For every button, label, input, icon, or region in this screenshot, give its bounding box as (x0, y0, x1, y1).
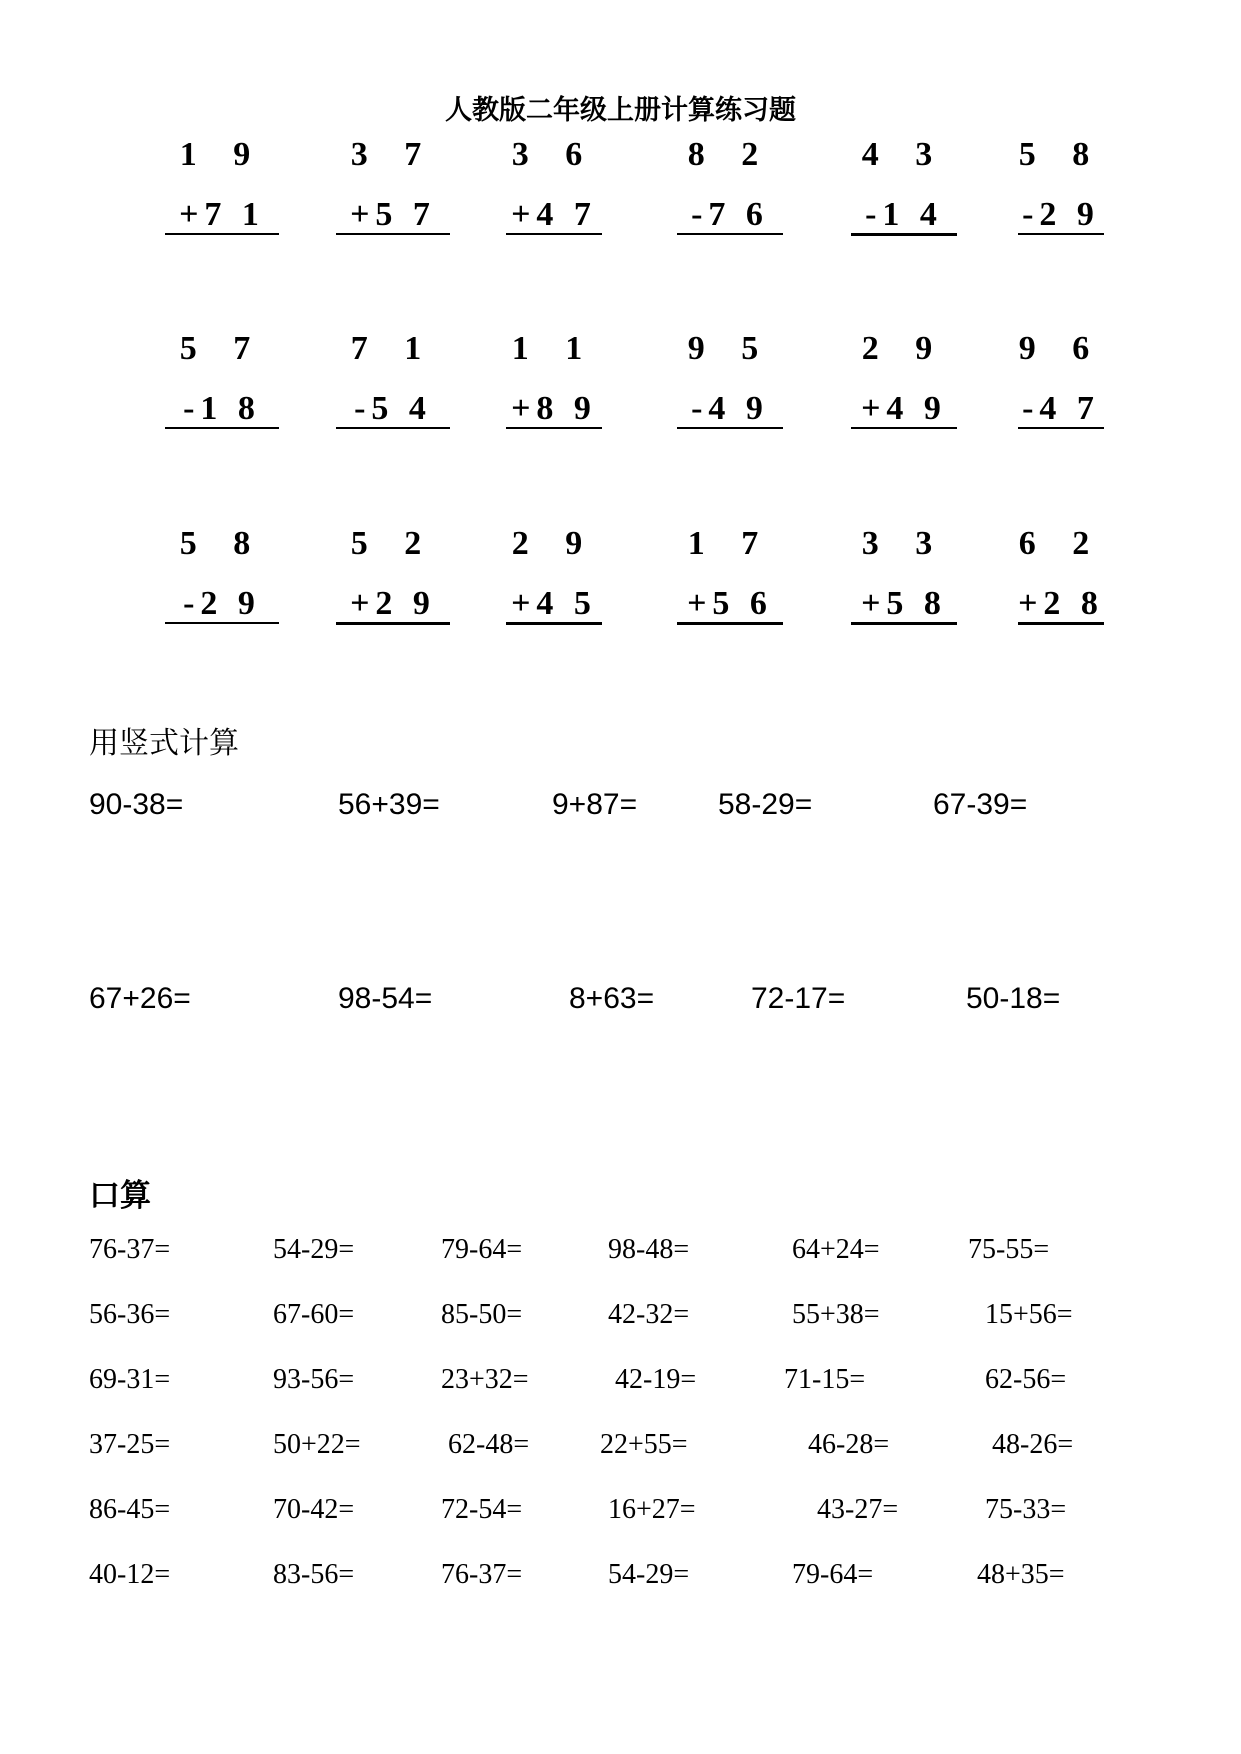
vertical-problem-top: 3 7 (350, 136, 436, 173)
vertical-problem-top: 1 9 (179, 136, 265, 173)
vertical-problem-top: 4 3 (861, 136, 947, 173)
vertical-problem (165, 329, 279, 429)
vertical-problem-top: 1 1 (511, 330, 597, 367)
vertical-problem-bottom: -2 9 (165, 586, 279, 624)
vertical-problem-top: 5 2 (350, 525, 436, 562)
oral-equation: 79-64= (441, 1234, 523, 1265)
vertical-problem-top: 9 6 (1018, 330, 1104, 367)
vertical-problem-bottom: +5 6 (677, 586, 783, 625)
vertical-problem-bottom: -1 8 (165, 391, 279, 429)
vertical-problem (1018, 329, 1104, 429)
vertical-calc-equation: 9+87= (552, 788, 638, 821)
vertical-problem-bottom: +5 7 (336, 197, 450, 235)
oral-equation: 62-56= (985, 1364, 1067, 1395)
vertical-calc-equation: 90-38= (89, 788, 184, 821)
vertical-problem-bottom: -5 4 (336, 391, 450, 429)
vertical-problem (1018, 524, 1104, 625)
vertical-problem-bottom: +7 1 (165, 197, 279, 235)
oral-equation: 54-29= (608, 1559, 690, 1590)
vertical-calc-equation: 67+26= (89, 982, 191, 1015)
vertical-problem-bottom: -2 9 (1018, 197, 1104, 235)
vertical-problem-bottom: -4 7 (1018, 391, 1104, 429)
vertical-problem-bottom: -4 9 (677, 391, 783, 429)
vertical-problem-bottom: +8 9 (506, 391, 602, 429)
oral-equation: 55+38= (792, 1299, 880, 1330)
vertical-problem (506, 524, 602, 625)
vertical-problem-bottom: +4 5 (506, 586, 602, 625)
vertical-calc-equation: 50-18= (966, 982, 1061, 1015)
section-title-oral: 口算 (89, 1178, 151, 1214)
vertical-problem-top: 1 7 (687, 525, 773, 562)
vertical-problem (851, 329, 957, 429)
oral-equation: 79-64= (792, 1559, 874, 1590)
oral-equation: 15+56= (985, 1299, 1073, 1330)
vertical-problem (677, 329, 783, 429)
oral-equation: 93-56= (273, 1364, 355, 1395)
vertical-problem (165, 135, 279, 235)
vertical-problem (336, 329, 450, 429)
vertical-problem (506, 329, 602, 429)
vertical-problem-top: 5 7 (179, 330, 265, 367)
vertical-problem-top: 3 3 (861, 525, 947, 562)
oral-equation: 40-12= (89, 1559, 171, 1590)
vertical-calc-equation: 98-54= (338, 982, 433, 1015)
oral-equation: 16+27= (608, 1494, 696, 1525)
oral-equation: 72-54= (441, 1494, 523, 1525)
oral-equation: 46-28= (808, 1429, 890, 1460)
oral-equation: 64+24= (792, 1234, 880, 1265)
vertical-problem-top: 5 8 (1018, 136, 1104, 173)
oral-equation: 76-37= (441, 1559, 523, 1590)
vertical-problem (851, 135, 957, 236)
vertical-problem-top: 6 2 (1018, 525, 1104, 562)
oral-equation: 71-15= (784, 1364, 866, 1395)
vertical-calc-equation: 58-29= (718, 788, 813, 821)
oral-equation: 42-19= (615, 1364, 697, 1395)
vertical-problem-bottom: +5 8 (851, 586, 957, 625)
vertical-problem-top: 8 2 (687, 136, 773, 173)
vertical-problem-bottom: +4 9 (851, 391, 957, 429)
oral-equation: 54-29= (273, 1234, 355, 1265)
vertical-problem (677, 524, 783, 625)
section-title-vertical: 用竖式计算 (89, 726, 239, 761)
oral-equation: 83-56= (273, 1559, 355, 1590)
page-title: 人教版二年级上册计算练习题 (445, 95, 796, 126)
oral-equation: 37-25= (89, 1429, 171, 1460)
vertical-problem-top: 7 1 (350, 330, 436, 367)
vertical-problem (851, 524, 957, 625)
oral-equation: 98-48= (608, 1234, 690, 1265)
vertical-problem-bottom: -7 6 (677, 197, 783, 235)
vertical-problem (677, 135, 783, 235)
vertical-problem (336, 524, 450, 625)
oral-equation: 23+32= (441, 1364, 529, 1395)
vertical-problem (336, 135, 450, 235)
vertical-problem (165, 524, 279, 624)
vertical-calc-equation: 8+63= (569, 982, 655, 1015)
oral-equation: 69-31= (89, 1364, 171, 1395)
oral-equation: 70-42= (273, 1494, 355, 1525)
vertical-problem (506, 135, 602, 235)
vertical-calc-equation: 72-17= (751, 982, 846, 1015)
vertical-problem-top: 2 9 (511, 525, 597, 562)
oral-equation: 50+22= (273, 1429, 361, 1460)
oral-equation: 75-55= (968, 1234, 1050, 1265)
oral-equation: 67-60= (273, 1299, 355, 1330)
vertical-problem-top: 3 6 (511, 136, 597, 173)
oral-equation: 48-26= (992, 1429, 1074, 1460)
oral-equation: 48+35= (977, 1559, 1065, 1590)
vertical-problem-top: 2 9 (861, 330, 947, 367)
vertical-problem (1018, 135, 1104, 235)
vertical-problem-top: 5 8 (179, 525, 265, 562)
oral-equation: 42-32= (608, 1299, 690, 1330)
vertical-problem-bottom: +4 7 (506, 197, 602, 235)
vertical-problem-top: 9 5 (687, 330, 773, 367)
oral-equation: 22+55= (600, 1429, 688, 1460)
oral-equation: 76-37= (89, 1234, 171, 1265)
vertical-calc-equation: 67-39= (933, 788, 1028, 821)
oral-equation: 75-33= (985, 1494, 1067, 1525)
vertical-problem-bottom: -1 4 (851, 197, 957, 236)
vertical-problem-bottom: +2 9 (336, 586, 450, 625)
oral-equation: 56-36= (89, 1299, 171, 1330)
oral-equation: 86-45= (89, 1494, 171, 1525)
vertical-problem-bottom: +2 8 (1018, 586, 1104, 625)
oral-equation: 85-50= (441, 1299, 523, 1330)
oral-equation: 43-27= (817, 1494, 899, 1525)
oral-equation: 62-48= (448, 1429, 530, 1460)
vertical-calc-equation: 56+39= (338, 788, 440, 821)
